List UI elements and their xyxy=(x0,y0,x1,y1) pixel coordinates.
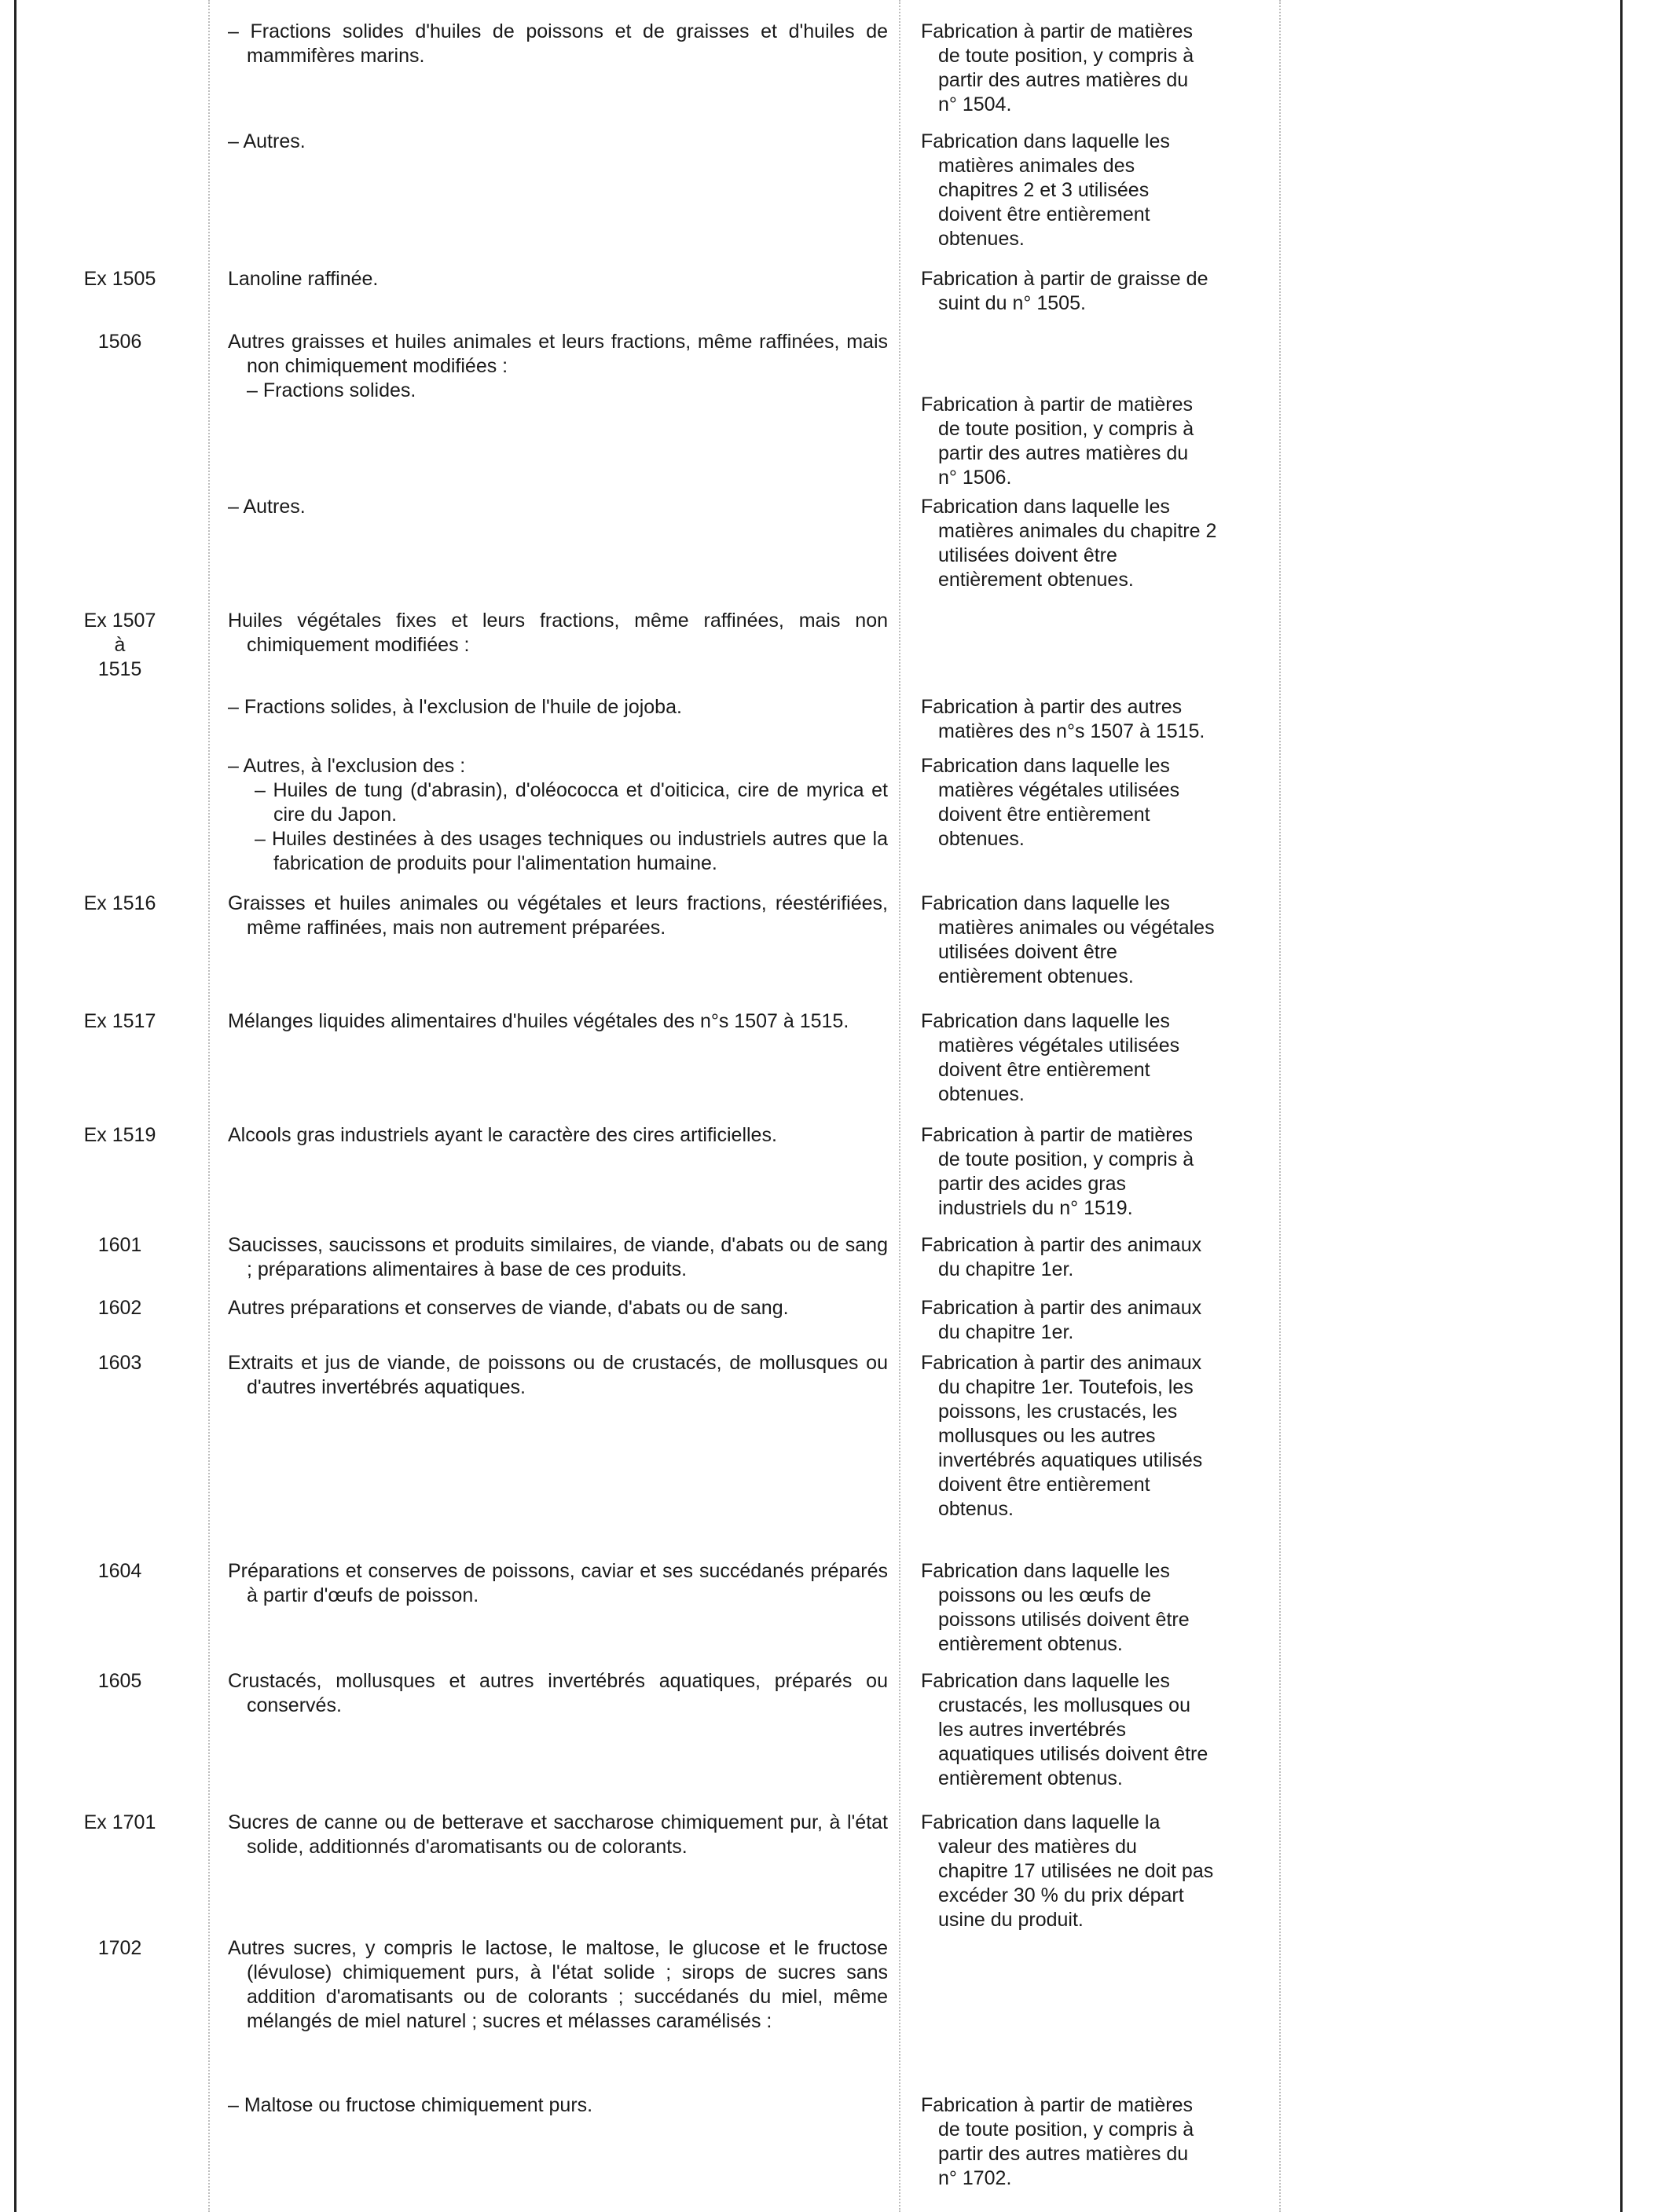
left-border-rule xyxy=(14,0,17,2212)
description-line: Mélanges liquides alimentaires d'huiles végétales des n°s 1507 à 1515. xyxy=(228,1010,849,1032)
rule-line: Fabrication dans laquelle les xyxy=(921,1670,1170,1692)
description-line: Autres préparations et conserves de viande, d'abats ou de sang. xyxy=(228,1297,789,1319)
description-line: – Maltose ou fructose chimiquement purs. xyxy=(228,2094,593,2116)
goods-description xyxy=(228,1559,888,1608)
goods-description xyxy=(228,1811,888,1859)
rule-line: Fabrication dans laquelle les xyxy=(921,892,1170,914)
rule-line: du chapitre 1er. xyxy=(938,1321,1074,1343)
rule-line: poissons, les crustacés, les xyxy=(938,1401,1178,1423)
heading-number: Ex 1516 xyxy=(83,892,156,914)
description-line: – Autres. xyxy=(228,130,306,152)
goods-description xyxy=(228,892,888,940)
description-line: Graisses et huiles animales ou végétales et leurs fractions, réestérifiées, même raffinées, mais non autrement préparées. xyxy=(228,892,888,939)
origin-rule xyxy=(921,1669,1259,1791)
description-line: – Fractions solides d'huiles de poissons et de graisses et d'huiles de mammifères marins. xyxy=(228,20,888,67)
rule-line: du chapitre 1er. xyxy=(938,1258,1074,1280)
goods-description xyxy=(228,695,888,720)
rule-line: obtenus. xyxy=(938,1498,1014,1520)
column-separator-3 xyxy=(1279,0,1281,2212)
origin-rule xyxy=(921,754,1259,851)
rule-line: poissons ou les œufs de xyxy=(938,1584,1151,1606)
rule-line: matières animales ou végétales xyxy=(938,917,1215,939)
description-line: – Huiles destinées à des usages techniques ou industriels autres que la fabrication de produits pour l'alimentation humaine. xyxy=(255,828,888,874)
heading-number: Ex 1517 xyxy=(83,1010,156,1032)
rule-line: Fabrication à partir de matières xyxy=(921,1124,1193,1146)
origin-rule xyxy=(921,1009,1259,1107)
column-separator-1 xyxy=(208,0,210,2212)
description-line: – Fractions solides, à l'exclusion de l'huile de jojoba. xyxy=(228,696,682,718)
heading-number: Ex 1519 xyxy=(83,1124,156,1146)
rule-line: Fabrication dans laquelle les xyxy=(921,755,1170,777)
goods-description xyxy=(228,1233,888,1282)
description-line: Autres sucres, y compris le lactose, le maltose, le glucose et le fructose (lévulose) chimiquement purs, à l'état solide ; sirops de sucres sans addition d'aromatisants ou de colorants ; succédanés du miel, même mélangés de miel naturel ; sucres et mélasses caramélisés : xyxy=(228,1937,888,2032)
goods-description xyxy=(228,1669,888,1718)
rule-line: crustacés, les mollusques ou xyxy=(938,1694,1190,1716)
heading-number: 1506 xyxy=(97,331,142,353)
rule-line: doivent être entièrement xyxy=(938,1474,1150,1496)
rule-line: Fabrication à partir des autres xyxy=(921,696,1183,718)
goods-description xyxy=(228,130,888,154)
rule-line: Fabrication dans laquelle les xyxy=(921,1560,1170,1582)
rule-line: Fabrication à partir de matières xyxy=(921,2094,1193,2116)
goods-description xyxy=(228,495,888,519)
heading-number: Ex 1701 xyxy=(83,1811,156,1833)
rule-line: doivent être entièrement xyxy=(938,203,1150,225)
origin-rule xyxy=(921,892,1259,989)
goods-description xyxy=(228,754,888,876)
goods-description xyxy=(228,330,888,403)
rule-line: suint du n° 1505. xyxy=(938,292,1086,314)
rule-line: n° 1506. xyxy=(938,467,1012,489)
rule-line: Fabrication à partir des animaux xyxy=(921,1352,1202,1374)
right-border-rule xyxy=(1620,0,1623,2212)
origin-rule xyxy=(921,695,1259,744)
rule-line: matières animales des xyxy=(938,155,1135,177)
origin-rule xyxy=(921,1123,1259,1221)
goods-description xyxy=(228,2093,888,2118)
description-line: Saucisses, saucissons et produits similaires, de viande, d'abats ou de sang ; préparations alimentaires à base de ces produits. xyxy=(228,1234,888,1280)
description-line: – Autres, à l'exclusion des : xyxy=(228,755,466,777)
description-line: – Huiles de tung (d'abrasin), d'oléococca et d'oiticica, cire de myrica et cire du Japon. xyxy=(255,779,888,826)
origin-rule xyxy=(921,1811,1259,1932)
heading-number: 1604 xyxy=(97,1560,142,1582)
rule-line: Fabrication dans laquelle les xyxy=(921,1010,1170,1032)
rule-line: obtenues. xyxy=(938,828,1025,850)
rule-line: Fabrication à partir de matières xyxy=(921,20,1193,42)
heading-number: 1602 xyxy=(97,1297,142,1319)
rule-line: valeur des matières du xyxy=(938,1836,1137,1858)
rule-line: doivent être entièrement xyxy=(938,804,1150,826)
rule-line: Fabrication à partir de matières xyxy=(921,394,1193,416)
description-line: Alcools gras industriels ayant le caractère des cires artificielles. xyxy=(228,1124,777,1146)
description-line: Huiles végétales fixes et leurs fractions, même raffinées, mais non chimiquement modifiées : xyxy=(228,610,888,656)
heading-number xyxy=(55,609,185,682)
rule-line: entièrement obtenues. xyxy=(938,569,1134,591)
origin-rule xyxy=(921,267,1259,316)
rule-line: Fabrication à partir des animaux xyxy=(921,1234,1202,1256)
rule-line: entièrement obtenus. xyxy=(938,1633,1123,1655)
rule-line: excéder 30 % du prix départ xyxy=(938,1884,1184,1906)
rule-line: aquatiques utilisés doivent être xyxy=(938,1743,1208,1765)
rule-line: partir des acides gras xyxy=(938,1173,1127,1195)
goods-description xyxy=(228,1296,888,1320)
origin-rule xyxy=(921,1296,1259,1345)
rule-line: doivent être entièrement xyxy=(938,1059,1150,1081)
rule-line: usine du produit. xyxy=(938,1909,1084,1931)
rule-line: du chapitre 1er. Toutefois, les xyxy=(938,1376,1194,1398)
origin-rule xyxy=(921,495,1259,592)
rule-line: invertébrés aquatiques utilisés xyxy=(938,1449,1203,1471)
rule-line: Fabrication dans laquelle les xyxy=(921,130,1170,152)
goods-description xyxy=(228,267,888,291)
rule-line: entièrement obtenus. xyxy=(938,1767,1123,1789)
rule-line: n° 1702. xyxy=(938,2167,1012,2189)
rule-line: les autres invertébrés xyxy=(938,1719,1127,1741)
code-line: à xyxy=(114,634,126,656)
rule-line: chapitres 2 et 3 utilisées xyxy=(938,179,1150,201)
goods-description xyxy=(228,1123,888,1148)
rule-line: industriels du n° 1519. xyxy=(938,1197,1133,1219)
rule-line: poissons utilisés doivent être xyxy=(938,1609,1190,1631)
origin-rule xyxy=(921,1233,1259,1282)
rule-line: utilisées doivent être xyxy=(938,941,1117,963)
description-line: Extraits et jus de viande, de poissons ou de crustacés, de mollusques ou d'autres invertébrés aquatiques. xyxy=(228,1352,888,1398)
heading-number: 1603 xyxy=(97,1352,142,1374)
goods-description xyxy=(228,609,888,657)
goods-description xyxy=(228,20,888,68)
rule-line: partir des autres matières du xyxy=(938,69,1189,91)
heading-number: 1601 xyxy=(97,1234,142,1256)
origin-rule xyxy=(921,1559,1259,1657)
rule-line: obtenues. xyxy=(938,228,1025,250)
rule-line: matières animales du chapitre 2 xyxy=(938,520,1217,542)
rule-line: matières végétales utilisées xyxy=(938,779,1180,801)
code-line: Ex 1507 xyxy=(83,610,156,632)
rule-line: utilisées doivent être xyxy=(938,544,1117,566)
rule-line: partir des autres matières du xyxy=(938,442,1189,464)
goods-description xyxy=(228,1009,888,1034)
description-line: Préparations et conserves de poissons, caviar et ses succédanés préparés à partir d'œufs de poisson. xyxy=(228,1560,888,1606)
rule-line: de toute position, y compris à xyxy=(938,1148,1194,1170)
goods-description xyxy=(228,1936,888,2034)
column-separator-2 xyxy=(899,0,900,2212)
rule-line: Fabrication dans laquelle les xyxy=(921,496,1170,518)
origin-rule xyxy=(921,393,1259,490)
origin-rule xyxy=(921,1351,1259,1522)
heading-number: Ex 1505 xyxy=(83,268,156,290)
rule-line: obtenues. xyxy=(938,1083,1025,1105)
description-line: – Fractions solides. xyxy=(247,379,416,401)
description-line: Autres graisses et huiles animales et leurs fractions, même raffinées, mais non chimiquement modifiées : xyxy=(228,331,888,377)
description-line: Crustacés, mollusques et autres invertébrés aquatiques, préparés ou conservés. xyxy=(228,1670,888,1716)
goods-description xyxy=(228,1351,888,1400)
rule-line: entièrement obtenues. xyxy=(938,965,1134,987)
description-line: Lanoline raffinée. xyxy=(228,268,379,290)
origin-rule xyxy=(921,2093,1259,2191)
rule-line: matières végétales utilisées xyxy=(938,1035,1180,1057)
rule-line: de toute position, y compris à xyxy=(938,418,1194,440)
rule-line: Fabrication à partir de graisse de xyxy=(921,268,1208,290)
rule-line: Fabrication dans laquelle la xyxy=(921,1811,1161,1833)
rule-line: matières des n°s 1507 à 1515. xyxy=(938,720,1205,742)
code-line: 1515 xyxy=(97,658,142,680)
heading-number: 1702 xyxy=(97,1937,142,1959)
rule-line: Fabrication à partir des animaux xyxy=(921,1297,1202,1319)
description-line: – Autres. xyxy=(228,496,306,518)
rule-line: n° 1504. xyxy=(938,93,1012,115)
rule-line: chapitre 17 utilisées ne doit pas xyxy=(938,1860,1214,1882)
rule-line: partir des autres matières du xyxy=(938,2143,1189,2165)
rule-line: mollusques ou les autres xyxy=(938,1425,1156,1447)
heading-number: 1605 xyxy=(97,1670,142,1692)
rule-line: de toute position, y compris à xyxy=(938,45,1194,67)
description-line: Sucres de canne ou de betterave et saccharose chimiquement pur, à l'état solide, additionnés d'aromatisants ou de colorants. xyxy=(228,1811,888,1858)
origin-rule xyxy=(921,20,1259,117)
rule-line: de toute position, y compris à xyxy=(938,2119,1194,2141)
origin-rule xyxy=(921,130,1259,251)
